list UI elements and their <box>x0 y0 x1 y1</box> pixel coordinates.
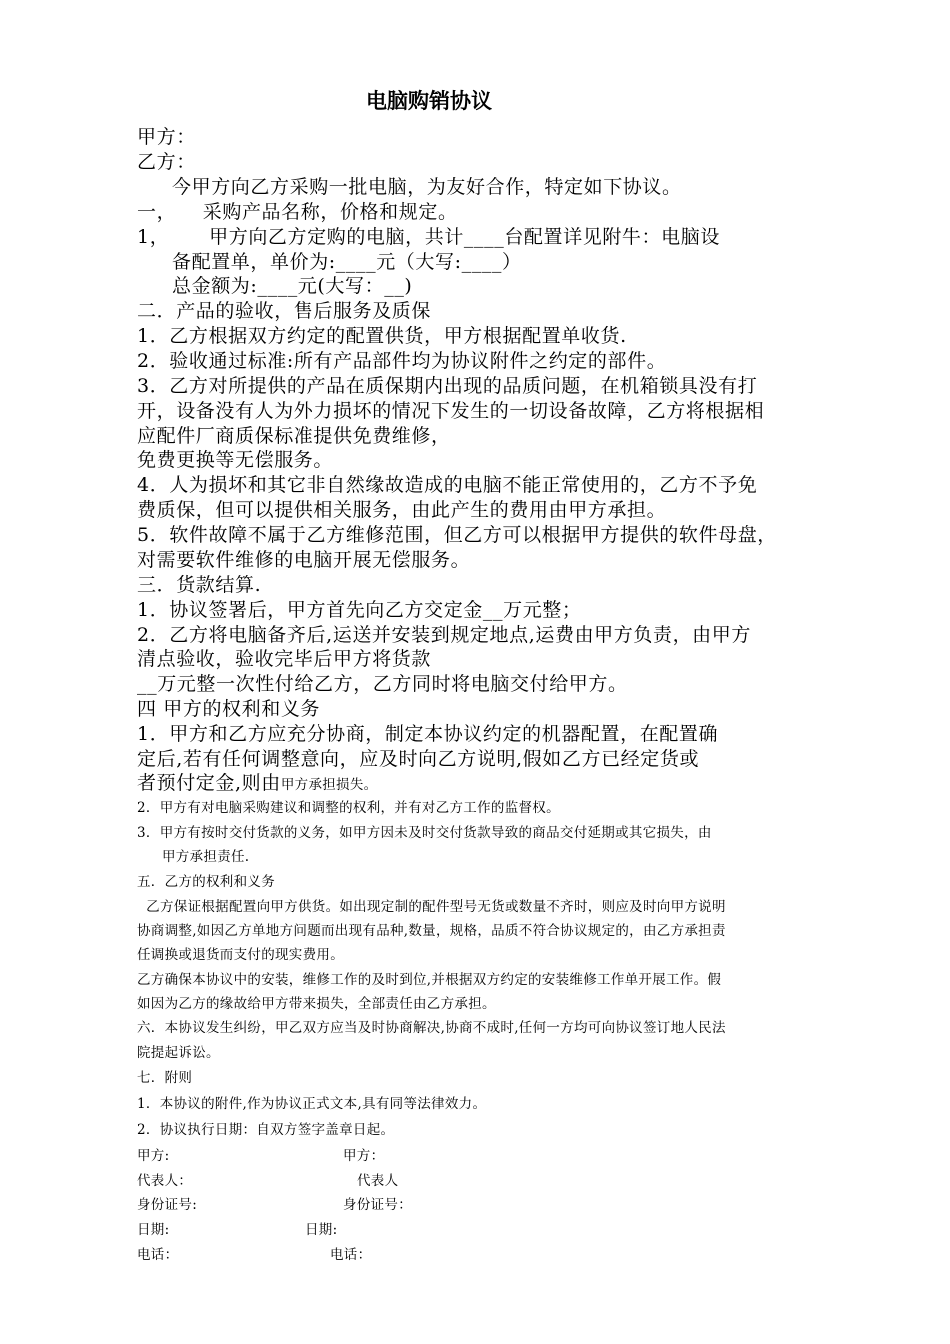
party-a-line: 甲方： <box>137 126 196 148</box>
clause-5-1-line-2: 协商调整,如因乙方单地方问题而出现有品种,数量，规格，品质不符合协议规定的，由乙方承担责 <box>137 923 726 939</box>
intro-paragraph: 今甲方向乙方采购一批电脑，为友好合作，特定如下协议。 <box>172 176 682 198</box>
signature-party-a-right: 甲方： <box>343 1148 385 1164</box>
clause-3-2-line-2: 清点验收，验收完毕后甲方将货款 <box>137 648 432 670</box>
signature-representative-right: 代表人 <box>357 1173 399 1189</box>
clause-2-3-line-1: 3．乙方对所提供的产品在质保期内出现的品质问题，在机箱锁具没有打 <box>137 375 758 397</box>
clause-1-1-line-2: 备配置单，单价为:____元（大写:____） <box>172 251 522 273</box>
section-1-heading: 一， 采购产品名称，价格和规定。 <box>137 201 458 223</box>
section-4-heading: 四 甲方的权利和义务 <box>137 698 321 720</box>
section-7-heading: 七．附则 <box>137 1070 193 1086</box>
clause-4-1-line-3-part-2: 甲方承担损失。 <box>280 777 378 793</box>
clause-7-1: 1．本协议的附件,作为协议正式文本,具有同等法律效力。 <box>137 1096 487 1112</box>
clause-4-3-line-2: 甲方承担责任. <box>162 849 250 865</box>
clause-5-2-line-1: 乙方确保本协议中的安装，维修工作的及时到位,并根据双方约定的安装维修工作单开展工作。假 <box>137 972 722 988</box>
clause-4-1-line-3 <box>137 774 377 793</box>
signature-party-a-left: 甲方: <box>137 1148 170 1164</box>
clause-4-3-line-1: 3．甲方有按时交付货款的义务，如甲方因未及时交付货款导致的商品交付延期或其它损失，由 <box>137 825 712 841</box>
signature-date-right: 日期: <box>305 1222 338 1238</box>
clause-3-1: 1．协议签署后，甲方首先向乙方交定金__万元整； <box>137 599 582 621</box>
clause-2-1: 1．乙方根据双方约定的配置供货，甲方根据配置单收货. <box>137 325 627 347</box>
section-6-line-2: 院提起诉讼。 <box>137 1045 220 1061</box>
clause-1-1-line-3: 总金额为:____元(大写：__) <box>172 275 413 297</box>
clause-2-5-line-2: 对需要软件维修的电脑开展无偿服务。 <box>137 549 471 571</box>
page-title: 电脑购销协议 <box>366 88 492 113</box>
clause-2-3-line-3: 应配件厂商质保标准提供免费维修， <box>137 425 451 447</box>
clause-4-2: 2．甲方有对电脑采购建议和调整的权利，并有对乙方工作的监督权。 <box>137 800 560 816</box>
signature-phone-right: 电话： <box>330 1247 372 1263</box>
clause-2-4-line-1: 4．人为损坏和其它非自然缘故造成的电脑不能正常使用的，乙方不予免 <box>137 474 758 496</box>
clause-2-5-line-1: 5．软件故障不属于乙方维修范围，但乙方可以根据甲方提供的软件母盘， <box>137 524 777 546</box>
clause-4-1-line-2: 定后,若有任何调整意向，应及时向乙方说明,假如乙方已经定货或 <box>137 748 700 770</box>
clause-1-1-line-1: 1， 甲方向乙方定购的电脑，共计____台配置详见附牛：电脑设 <box>137 226 720 248</box>
clause-7-2: 2．协议执行日期：自双方签字盖章日起。 <box>137 1122 395 1138</box>
clause-4-1-line-1: 1．甲方和乙方应充分协商，制定本协议约定的机器配置，在配置确 <box>137 723 719 745</box>
signature-date-left: 日期: <box>137 1222 170 1238</box>
clause-4-1-line-3-part-1: 者预付定金,则由 <box>137 772 281 794</box>
clause-5-1-line-3: 任调换或退货而支付的现实费用。 <box>137 947 344 963</box>
clause-2-3-line-2: 开，设备没有人为外力损坏的情况下发生的一切设备故障，乙方将根据相 <box>137 400 765 422</box>
clause-5-1-line-1: 乙方保证根据配置向甲方供货。如出现定制的配件型号无货或数量不齐时，则应及时向甲方说明 <box>137 899 726 915</box>
clause-2-2: 2．验收通过标准:所有产品部件均为协议附件之约定的部件。 <box>137 350 667 372</box>
clause-2-3-line-4: 免费更换等无偿服务。 <box>137 449 334 471</box>
clause-3-2-line-3: __万元整一次性付给乙方，乙方同时将电脑交付给甲方。 <box>137 673 628 695</box>
clause-3-2-line-1: 2．乙方将电脑备齐后,运送并安装到规定地点,运费由甲方负责，由甲方 <box>137 624 751 646</box>
section-2-heading: 二．产品的验收，售后服务及质保 <box>137 300 432 322</box>
clause-5-2-line-2: 如因为乙方的缘故给甲方带来损失，全部责任由乙方承担。 <box>137 996 496 1012</box>
signature-id-left: 身份证号: <box>137 1197 198 1213</box>
section-3-heading: 三．货款结算. <box>137 574 262 596</box>
section-6-line-1: 六．本协议发生纠纷，甲乙双方应当及时协商解决,协商不成时,任何一方均可向协议签订地人民法 <box>137 1020 726 1036</box>
signature-representative-left: 代表人： <box>137 1173 193 1189</box>
party-b-line: 乙方： <box>137 151 196 173</box>
clause-2-4-line-2: 费质保，但可以提供相关服务，由此产生的费用由甲方承担。 <box>137 499 667 521</box>
signature-id-right: 身份证号： <box>343 1197 412 1213</box>
section-5-heading: 五．乙方的权利和义务 <box>137 874 275 890</box>
signature-phone-left: 电话： <box>137 1247 179 1263</box>
